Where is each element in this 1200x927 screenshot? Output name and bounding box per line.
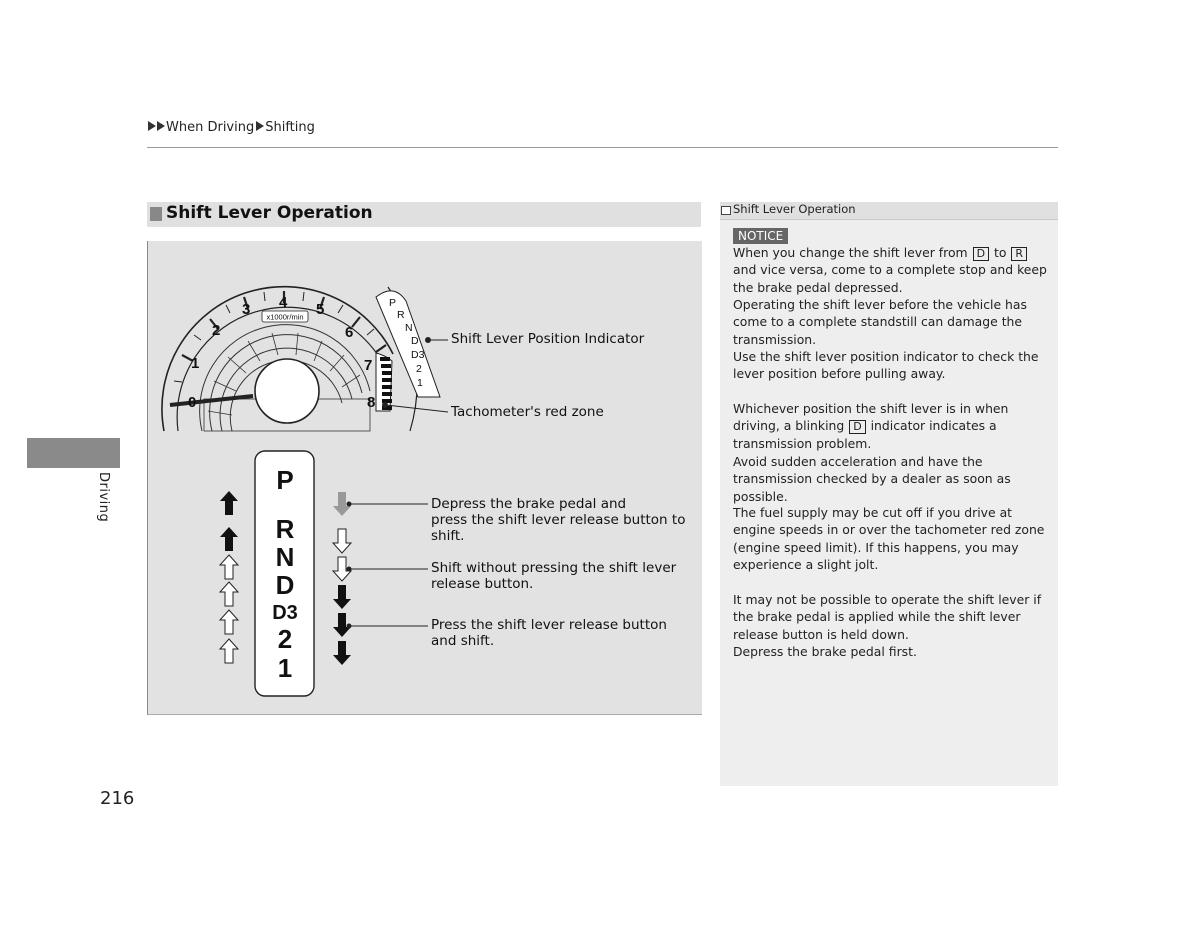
callout-redzone-dot <box>382 402 388 408</box>
callout-indicator-dot <box>425 337 431 343</box>
note-text: Whichever position the shift lever is in when driving, a blinking <box>733 401 1009 434</box>
breadcrumb-shifting: Shifting <box>265 120 315 135</box>
section-title: Shift Lever Operation <box>166 203 373 223</box>
key-d-icon: D <box>849 420 865 434</box>
tach-number: 2 <box>212 322 221 339</box>
up-arrows <box>220 491 238 663</box>
legend-free-text <box>431 560 676 592</box>
callout-indicator-label: Shift Lever Position Indicator <box>451 331 645 347</box>
tach-number: 3 <box>242 301 251 318</box>
tach-number: 4 <box>279 294 288 311</box>
indicator-letter: P <box>389 297 397 309</box>
down-arrows <box>333 492 351 665</box>
legend-brake-line-3: shift. <box>431 528 465 544</box>
notes-column <box>720 202 1058 786</box>
page-number: 216 <box>100 788 135 809</box>
legend-button-text <box>431 617 667 649</box>
chapter-label: Driving <box>96 472 111 523</box>
note-paragraph <box>733 244 1053 296</box>
gate-letter-r: R <box>275 514 295 544</box>
triangle-icon <box>256 121 264 131</box>
gate-letter-d3: D3 <box>272 602 298 624</box>
triangle-icon <box>148 121 156 131</box>
tach-number: 5 <box>316 301 325 318</box>
indicator-letter: 2 <box>416 363 422 375</box>
indicator-letter: N <box>405 322 413 334</box>
legend-free-dot <box>347 567 352 572</box>
gate-letter-d: D <box>275 570 295 600</box>
note-text: to <box>990 245 1011 260</box>
gate-letter-2: 2 <box>277 624 293 654</box>
tach-number: 1 <box>191 355 200 372</box>
note-paragraph: Operating the shift lever before the vehicle has come to a complete standstill can damage the transmission. <box>733 297 1027 347</box>
key-r-icon: R <box>1011 247 1027 261</box>
tach-number: 7 <box>364 357 373 374</box>
note-paragraph: Avoid sudden acceleration and have the transmission checked by a dealer as soon as possible. <box>733 454 1011 504</box>
legend-brake-line-2: press the shift lever release button to <box>431 512 686 528</box>
note-paragraph <box>733 400 1053 452</box>
indicator-letter: D3 <box>411 349 425 361</box>
note-paragraph: The fuel supply may be cut off if you drive at engine speeds in or over the tachometer red zone (engine speed limit). If this happens, you may experience a slight jolt. <box>733 505 1045 572</box>
note-paragraph: Use the shift lever position indicator to check the lever position before pulling away. <box>733 349 1039 382</box>
legend-button-dot <box>347 624 352 629</box>
indicator-letter: R <box>397 309 405 321</box>
chapter-tab <box>27 438 120 468</box>
gate-letter-1: 1 <box>277 653 293 683</box>
legend-button-line-1: Press the shift lever release button <box>431 617 667 633</box>
shift-lever-figure <box>147 241 702 715</box>
tach-number: 6 <box>345 324 354 341</box>
tach-number: 8 <box>367 394 376 411</box>
reference-icon <box>721 206 731 215</box>
callout-redzone-label: Tachometer's red zone <box>451 404 604 420</box>
legend-brake-dot <box>347 502 352 507</box>
breadcrumb <box>148 120 315 135</box>
key-d-icon: D <box>973 247 989 261</box>
note-text: and vice versa, come to a complete stop and keep the brake pedal depressed. <box>733 262 1047 295</box>
tach-hub <box>255 359 319 423</box>
square-bullet-icon <box>150 207 162 221</box>
section-heading <box>147 202 701 227</box>
tach-unit: x1000r/min <box>266 312 304 322</box>
legend-free-line-2: release button. <box>431 576 534 592</box>
notes-header-title: Shift Lever Operation <box>733 202 856 216</box>
indicator-letter: D <box>411 335 419 347</box>
callout-redzone-line <box>386 405 448 412</box>
indicator-letter: 1 <box>417 377 423 389</box>
notice-badge: NOTICE <box>733 228 788 244</box>
note-text: When you change the shift lever from <box>733 245 972 260</box>
triangle-icon <box>157 121 165 131</box>
tach-number: 0 <box>188 394 197 411</box>
legend-brake-line-1: Depress the brake pedal and <box>431 496 627 512</box>
header-rule <box>147 147 1058 148</box>
legend-brake-text <box>431 496 685 544</box>
gate-letter-p: P <box>276 465 294 495</box>
note-text: indicator indicates a transmission problem. <box>733 418 997 451</box>
note-paragraph: It may not be possible to operate the shift lever if the brake pedal is applied while the shift lever release button is held down. <box>733 592 1042 642</box>
legend-button-line-2: and shift. <box>431 633 495 649</box>
breadcrumb-when-driving: When Driving <box>166 120 255 135</box>
notes-header <box>720 202 1058 220</box>
gate-letter-n: N <box>275 542 295 572</box>
note-paragraph: Depress the brake pedal first. <box>733 644 917 659</box>
legend-free-line-1: Shift without pressing the shift lever <box>431 560 677 576</box>
